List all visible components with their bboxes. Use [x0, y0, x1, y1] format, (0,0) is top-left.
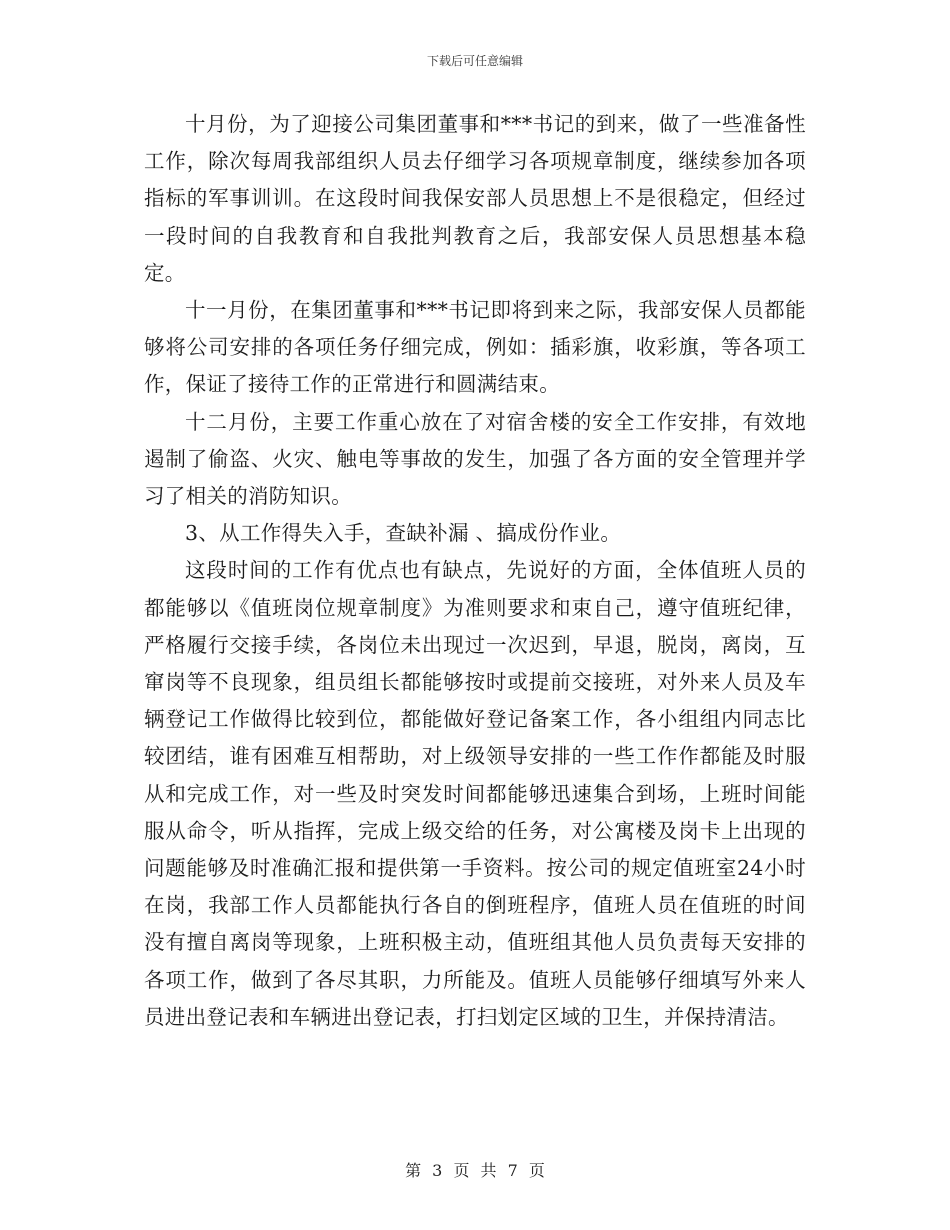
paragraph-evaluation: 这段时间的工作有优点也有缺点，先说好的方面，全体值班人员的都能够以《值班岗位规章制度》为准则要求和束自己，遵守值班纪律，严格履行交接手续，各岗位未出现过一次迟到，早退，脱岗，离岗，互窜岗等不良现象，组员组长都能够按时或提前交接班，对外来人员及车辆登记工作做得比较到位，都能做好登记备案工作，各小组组内同志比较团结，谁有困难互相帮助，对上级领导安排的一些工作作都能及时服从和完成工作，对一些及时突发时间都能够迅速集合到场，上班时间能服从命令，听从指挥，完成上级交给的任务，对公寓楼及岗卡上出现的问题能够及时准确汇报和提供第一手资料。按公司的规定值班室24小时在岗，我部工作人员都能执行各自的倒班程序，值班人员在值班的时间没有擅自离岗等现象，上班积极主动，值班组其他人员负责每天安排的各项工作，做到了各尽其职，力所能及。值班人员能够仔细填写外来人员进出登记表和车辆进出登记表，打扫划定区域的卫生，并保持清洁。: [144, 558, 806, 1029]
page-number: 第 3 页 共 7 页: [405, 1161, 545, 1180]
document-body: [144, 106, 806, 1036]
paragraph-december: 十二月份，主要工作重心放在了对宿舍楼的安全工作安排，有效地遏制了偷盗、火灾、触电等事故的发生，加强了各方面的安全管理并学习了相关的消防知识。: [144, 409, 806, 509]
section-heading-3: 3、从工作得失入手，查缺补漏 、搞成份作业。: [185, 521, 622, 546]
paragraph-october: 十月份，为了迎接公司集团董事和***书记的到来，做了一些准备性工作，除次每周我部组织人员去仔细学习各项规章制度，继续参加各项指标的军事训训。在这段时间我保安部人员思想上不是很稳定，但经过一段时间的自我教育和自我批判教育之后，我部安保人员思想基本稳定。: [144, 112, 806, 285]
page-header: 下载后可任意编辑: [426, 54, 523, 68]
paragraph-november: 十一月份，在集团董事和***书记即将到来之际，我部安保人员都能够将公司安排的各项任务仔细完成，例如：插彩旗，收彩旗，等各项工作，保证了接待工作的正常进行和圆满结束。: [144, 298, 806, 397]
